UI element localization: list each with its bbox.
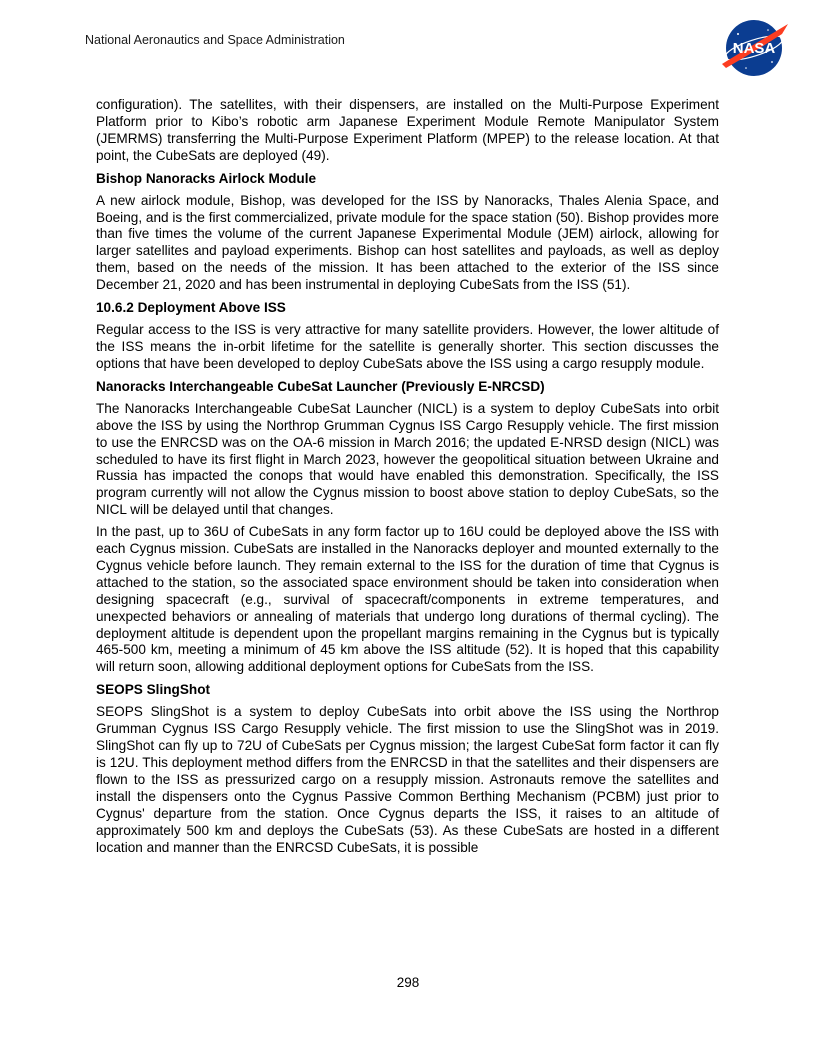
page-number: 298 — [396, 975, 420, 990]
nasa-logo-text: NASA — [732, 40, 776, 57]
paragraph-nicl-1: The Nanoracks Interchangeable CubeSat Launcher (NICL) is a system to deploy CubeSats into orbit above the ISS by using the Northrop Grumman Cygnus ISS Cargo Resupply vehicle. The first mission to use the ENRCSD was on the OA-6 mission in March 2016; the updated E-NRSD design (NICL) was scheduled to have its first flight in March 2023, however the geopolitical situation between Ukraine and Russia has impacted the conops that would have enabled this demonstration. Specifically, the ISS program currently will not allow the Cygnus mission to boost above station to deploy CubeSats, so the NICL will be delayed until that changes. — [96, 400, 719, 518]
nasa-logo — [718, 18, 790, 78]
paragraph-bishop: A new airlock module, Bishop, was developed for the ISS by Nanoracks, Thales Alenia Space, and Boeing, and is the first commercialized, private module for the space station (50). Bishop provides more than five times the volume of the current Japanese Experimental Module (JEM) airlock, allowing for larger satellites and payload experiments. Bishop can host satellites and payloads, as well as deploy them, based on the needs of the mission. It has been attached to the exterior of the ISS since December 21, 2020 and has been instrumental in deploying CubeSats from the ISS (51). — [96, 192, 719, 293]
page-header-org: National Aeronautics and Space Administration — [85, 33, 345, 47]
heading-bishop: Bishop Nanoracks Airlock Module — [96, 170, 317, 186]
paragraph-nicl-2: In the past, up to 36U of CubeSats in any form factor up to 16U could be deployed above the ISS with each Cygnus mission. CubeSats are installed in the Nanoracks deployer and mounted externally to the Cygnus vehicle before launch. They remain external to the ISS for the duration of time that Cygnus is attached to the station, so the associated space environment should be taken into consideration when designing spacecraft (e.g., survival of spacecraft/components in extreme temperatures, and unexpected behaviors or annealing of materials that undergo long durations of thermal cycling). The deployment altitude is dependent upon the propellant margins remaining in the Cygnus but is typically 465-500 km, meeting a minimum of 45 km above the ISS altitude (52). It is hoped that this capability will return soon, allowing additional deployment options for CubeSats from the ISS. — [96, 524, 719, 675]
heading-nicl: Nanoracks Interchangeable CubeSat Launcher (Previously E-NRCSD) — [96, 378, 545, 394]
paragraph-slingshot: SEOPS SlingShot is a system to deploy CubeSats into orbit above the ISS using the Northrop Grumman Cygnus ISS Cargo Resupply vehicle. The first mission to use the SlingShot was in 2019. SlingShot can fly up to 72U of CubeSats per Cygnus mission; the largest CubeSat form factor it can fly is 12U. This deployment method differs from the ENRCSD in that the satellites and their dispensers are flown to the ISS as pressurized cargo on a resupply mission. Astronauts remove the satellites and install the dispensers onto the Cygnus Passive Common Berthing Mechanism (PCBM) just prior to Cygnus' departure from the station. Once Cygnus departs the ISS, it raises to an altitude of approximately 500 km and deploys the CubeSats (53). As these CubeSats are hosted in a different location and manner than the ENRCSD CubeSats, it is possible — [96, 704, 719, 855]
heading-deployment-above-iss: 10.6.2 Deployment Above ISS — [96, 300, 286, 316]
paragraph-deployment-above-iss: Regular access to the ISS is very attractive for many satellite providers. However, the lower altitude of the ISS means the in-orbit lifetime for the satellite is generally shorter. This section discusses the options that have been developed to deploy CubeSats above the ISS using a cargo resupply module. — [96, 322, 719, 371]
page-content — [96, 97, 719, 861]
paragraph-intro: configuration). The satellites, with their dispensers, are installed on the Multi-Purpose Experiment Platform prior to Kibo’s robotic arm Japanese Experiment Module Remote Manipulator System (JEMRMS) transferring the Multi-Purpose Experiment Platform (MPEP) to the release location. At that point, the CubeSats are deployed (49). — [96, 97, 719, 163]
heading-slingshot: SEOPS SlingShot — [96, 682, 211, 698]
